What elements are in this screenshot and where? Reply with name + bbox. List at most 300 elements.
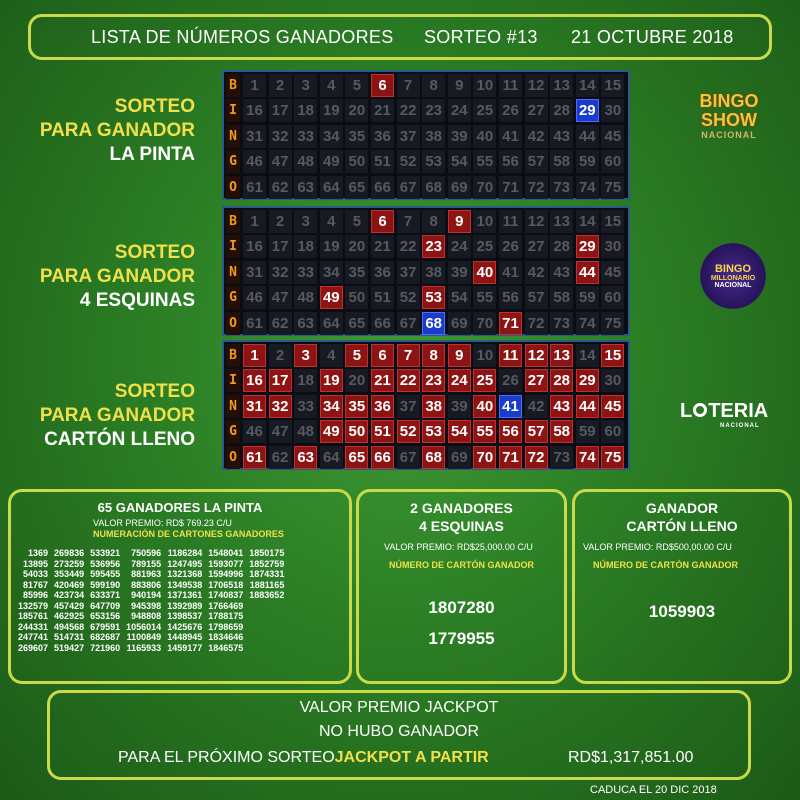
bingo-number: 39 [448,125,471,148]
winner-number: 132579 [18,600,49,611]
loteria-o-icon [693,403,707,417]
bingo-number: 50 [345,286,368,309]
bingo-letter: B [226,344,240,367]
winner-number: 1398537 [167,611,203,622]
bingo-number: 42 [525,125,548,148]
bingo-number: 6 [371,344,394,367]
bingo-number: 14 [576,74,599,97]
bingo-number: 27 [525,235,548,258]
bingo-letter: I [226,99,240,122]
bingo-number: 6 [371,210,394,233]
loteria-logo [680,400,780,436]
bingo-number: 20 [345,235,368,258]
bingo-number: 36 [371,125,394,148]
winner-number: 519427 [54,642,85,653]
winner-number: 1321368 [167,569,203,580]
bingo-number: 33 [294,261,317,284]
winner-number: 269607 [18,642,49,653]
bingo-number: 29 [576,99,599,122]
winner-number: 721960 [90,642,121,653]
bingo-letter: O [226,176,240,199]
bingo-number: 46 [243,286,266,309]
bingo-millonario-logo [695,243,771,323]
bingo-number: 55 [473,286,496,309]
bingo-number: 48 [294,150,317,173]
winner-number: 247741 [18,632,49,643]
winner-number: 1852759 [249,558,285,569]
bingo-number: 44 [576,261,599,284]
table-row [15,601,287,612]
bingo-number: 3 [294,344,317,367]
bingo-number: 11 [499,74,522,97]
bingo-letter: B [226,210,240,233]
bingo-number: 60 [601,150,624,173]
winner-number: 1247495 [167,558,203,569]
bingo-number: 7 [397,344,420,367]
winner-number: 1369 [28,548,49,559]
bingo-number: 19 [320,235,343,258]
winner-number: 945398 [131,600,162,611]
bingo-number: 15 [601,74,624,97]
bingo-number: 14 [576,210,599,233]
bingo-number: 67 [397,312,420,335]
bingo-number: 51 [371,286,394,309]
winner-number: 647709 [90,600,121,611]
bingo-number: 58 [550,420,573,443]
bingo-number: 20 [345,99,368,122]
bingo-number: 41 [499,125,522,148]
label-line: SORTEO [114,242,195,263]
logo-text: NACIONAL [701,130,757,140]
winner-number: 1740837 [208,590,244,601]
expiry-text: CADUCA EL 20 DIC 2018 [590,784,717,796]
label-line: CARTÓN LLENO [44,429,195,450]
bingo-number: 37 [397,125,420,148]
bingo-number: 32 [269,125,292,148]
winner-number [246,601,287,612]
bingo-number: 30 [601,235,624,258]
bingo-number: 13 [550,344,573,367]
bingo-number: 54 [448,420,471,443]
lleno-card-label: NÚMERO DE CARTÓN GANADOR [593,560,738,570]
bingo-letter: N [226,125,240,148]
bingo-number: 52 [397,150,420,173]
bingo-number: 16 [243,369,266,392]
bingo-number: 63 [294,176,317,199]
bingo-number: 59 [576,286,599,309]
bingo-letter: G [226,150,240,173]
bingo-number: 33 [294,125,317,148]
bingo-board-esquinas [222,206,630,336]
bingo-number: 37 [397,261,420,284]
bingo-number: 24 [448,369,471,392]
winner-number: 353449 [54,569,85,580]
bingo-number: 47 [269,420,292,443]
bingo-number: 61 [243,312,266,335]
bingo-number: 47 [269,286,292,309]
esquinas-winner: 1779955 [428,629,495,648]
pinta-title: 65 GANADORES LA PINTA [97,500,263,515]
winner-number: 1186284 [167,548,203,559]
bingo-number: 38 [422,125,445,148]
bingo-number: 64 [320,176,343,199]
winner-number: 1349538 [167,579,203,590]
winner-number: 750596 [131,548,162,559]
bingo-number: 75 [601,446,624,469]
winner-number: 54033 [23,569,49,580]
bingo-number: 45 [601,395,624,418]
bingo-number: 71 [499,446,522,469]
bingo-number: 50 [345,420,368,443]
logo-text: L [680,400,693,422]
bingo-letter: O [226,446,240,469]
esquinas-winner: 1807280 [428,598,495,617]
winner-number: 599190 [90,579,121,590]
bingo-number: 41 [499,395,522,418]
pinta-numbering-label: NUMERACIÓN DE CARTONES GANADORES [93,529,284,539]
bingo-show-logo [690,92,768,160]
winner-number: 1056014 [126,621,162,632]
winner-number: 244331 [18,621,49,632]
jackpot-next-prefix: PARA EL PRÓXIMO SORTEO [118,749,335,766]
bingo-number: 18 [294,235,317,258]
winner-number: 679591 [90,621,121,632]
winner-number: 1100849 [126,632,162,643]
bingo-number: 70 [473,176,496,199]
winner-number: 633371 [90,590,121,601]
bingo-number: 27 [525,369,548,392]
winner-number: 1874331 [249,569,285,580]
winner-number: 420469 [54,579,85,590]
logo-text: TERIA [708,400,769,422]
winner-number: 653156 [90,611,121,622]
winner-number: 789155 [131,558,162,569]
bingo-number: 4 [320,74,343,97]
bingo-number: 54 [448,286,471,309]
bingo-number: 61 [243,446,266,469]
bingo-number: 68 [422,446,445,469]
bingo-number: 65 [345,446,368,469]
bingo-number: 11 [499,210,522,233]
bingo-number: 12 [525,210,548,233]
winner-number: 1425676 [167,621,203,632]
bingo-number: 56 [499,286,522,309]
bingo-number: 49 [320,420,343,443]
table-row [15,611,287,622]
winner-number: 948808 [131,611,162,622]
bingo-number: 12 [525,74,548,97]
winner-number: 536956 [90,558,121,569]
bingo-number: 23 [422,235,445,258]
bingo-number: 24 [448,99,471,122]
bingo-number: 52 [397,286,420,309]
winner-number: 85996 [23,590,49,601]
bingo-number: 26 [499,235,522,258]
bingo-number: 53 [422,420,445,443]
jackpot-amount: RD$1,317,851.00 [568,749,694,766]
bingo-number: 13 [550,74,573,97]
bingo-number: 69 [448,312,471,335]
bingo-number: 26 [499,99,522,122]
bingo-number: 75 [601,312,624,335]
bingo-number: 70 [473,446,496,469]
bingo-number: 6 [371,74,394,97]
bingo-number: 52 [397,420,420,443]
esquinas-prize: VALOR PREMIO: RD$25,000.00 C/U [384,542,533,552]
label-line: 4 ESQUINAS [79,290,195,311]
bingo-number: 74 [576,176,599,199]
bingo-number: 4 [320,210,343,233]
winner-number: 1392989 [167,600,203,611]
bingo-letter: I [226,235,240,258]
bingo-number: 36 [371,395,394,418]
bingo-number: 45 [601,261,624,284]
bingo-number: 59 [576,420,599,443]
bingo-number: 2 [269,210,292,233]
bingo-number: 37 [397,395,420,418]
bingo-number: 56 [499,150,522,173]
label-line: PARA GANADOR [39,266,195,287]
label-line: SORTEO [114,381,195,402]
winner-number: 81767 [23,579,49,590]
bingo-number: 8 [422,344,445,367]
header-title: LISTA DE NÚMEROS GANADORES [91,26,394,47]
bingo-number: 71 [499,312,522,335]
bingo-number: 3 [294,74,317,97]
bingo-number: 43 [550,125,573,148]
winner-number: 533921 [90,548,121,559]
logo-text: BINGO [699,91,759,111]
bingo-number: 11 [499,344,522,367]
bingo-number: 39 [448,395,471,418]
jackpot-status: NO HUBO GANADOR [318,723,479,740]
bingo-number: 23 [422,99,445,122]
bingo-number: 72 [525,446,548,469]
bingo-number: 65 [345,312,368,335]
label-lleno [0,380,195,452]
table-row [15,548,287,559]
winner-number: 1371361 [167,590,203,601]
label-pinta [0,95,195,167]
bingo-letter: G [226,286,240,309]
bingo-number: 63 [294,446,317,469]
bingo-number: 67 [397,176,420,199]
bingo-number: 1 [243,344,266,367]
bingo-number: 42 [525,395,548,418]
bingo-number: 3 [294,210,317,233]
bingo-number: 62 [269,312,292,335]
winner-number: 1850175 [249,548,285,559]
bingo-number: 65 [345,176,368,199]
bingo-number: 2 [269,344,292,367]
winner-number: 1448945 [167,632,203,643]
bingo-number: 24 [448,235,471,258]
bingo-letter: B [226,74,240,97]
bingo-number: 42 [525,261,548,284]
bingo-number: 22 [397,369,420,392]
bingo-number: 21 [371,235,394,258]
bingo-number: 57 [525,420,548,443]
bingo-board-lleno [222,340,630,470]
bingo-number: 66 [371,176,394,199]
bingo-number: 18 [294,99,317,122]
table-row [15,559,287,570]
bingo-number: 56 [499,420,522,443]
winner-number: 1594996 [208,569,244,580]
bingo-number: 68 [422,312,445,335]
bingo-number: 53 [422,286,445,309]
bingo-number: 10 [473,344,496,367]
bingo-number: 48 [294,420,317,443]
winner-number: 1788175 [208,611,244,622]
lleno-title: GANADOR [645,500,719,516]
winner-number: 1459177 [167,642,203,653]
table-row [15,580,287,591]
bingo-number: 49 [320,150,343,173]
bingo-number: 33 [294,395,317,418]
table-row [15,632,287,643]
bingo-number: 57 [525,286,548,309]
bingo-number: 21 [371,369,394,392]
bingo-number: 38 [422,261,445,284]
bingo-number: 22 [397,235,420,258]
winner-number [246,622,287,633]
bingo-letter: N [226,261,240,284]
logo-text: NACIONAL [720,423,760,429]
bingo-number: 32 [269,395,292,418]
winner-number: 1881165 [249,579,285,590]
bingo-number: 9 [448,344,471,367]
bingo-number: 51 [371,150,394,173]
bingo-number: 44 [576,125,599,148]
bingo-number: 5 [345,210,368,233]
bingo-number: 35 [345,125,368,148]
bingo-number: 41 [499,261,522,284]
bingo-number: 73 [550,446,573,469]
bingo-number: 53 [422,150,445,173]
bingo-number: 9 [448,74,471,97]
winner-number: 1834646 [208,632,244,643]
winner-number: 1593077 [208,558,244,569]
winner-number: 1706518 [208,579,244,590]
bingo-number: 55 [473,420,496,443]
header-bar [28,14,772,60]
bingo-number: 72 [525,176,548,199]
bingo-number: 74 [576,446,599,469]
logo-text: NACIONAL [714,282,752,289]
esquinas-title: 2 GANADORES [410,500,513,516]
label-line: LA PINTA [109,144,195,165]
bingo-number: 36 [371,261,394,284]
bingo-number: 48 [294,286,317,309]
header-date: 21 OCTUBRE 2018 [571,26,734,47]
bingo-number: 72 [525,312,548,335]
winner-number: 1798659 [208,621,244,632]
bingo-number: 69 [448,446,471,469]
winner-number: 13895 [23,558,49,569]
bingo-number: 17 [269,99,292,122]
jackpot-next-highlight: JACKPOT A PARTIR [334,749,489,766]
bingo-number: 25 [473,99,496,122]
bingo-letter: O [226,312,240,335]
header-draw: SORTEO #13 [424,26,538,47]
bingo-number: 40 [473,395,496,418]
bingo-number: 34 [320,125,343,148]
bingo-number: 10 [473,74,496,97]
bingo-number: 8 [422,74,445,97]
pinta-table [15,548,287,653]
bingo-number: 2 [269,74,292,97]
bingo-board-pinta [222,70,630,200]
bingo-number: 71 [499,176,522,199]
winner-number: 423734 [54,590,85,601]
bingo-number: 67 [397,446,420,469]
bingo-number: 35 [345,261,368,284]
bingo-number: 55 [473,150,496,173]
bingo-number: 34 [320,261,343,284]
bingo-number: 66 [371,446,394,469]
bingo-number: 16 [243,235,266,258]
bingo-number: 20 [345,369,368,392]
bingo-number: 31 [243,261,266,284]
bingo-number: 28 [550,235,573,258]
bingo-number: 64 [320,446,343,469]
bingo-number: 57 [525,150,548,173]
bingo-number: 51 [371,420,394,443]
bingo-letter: G [226,420,240,443]
bingo-number: 31 [243,125,266,148]
bingo-number: 14 [576,344,599,367]
bingo-number: 25 [473,369,496,392]
bingo-number: 50 [345,150,368,173]
winner-number: 1883652 [249,590,285,601]
bingo-number: 61 [243,176,266,199]
bingo-number: 5 [345,74,368,97]
lleno-prize: VALOR PREMIO: RD$500,00.00 C/U [583,542,732,552]
lleno-winner: 1059903 [648,602,716,621]
bingo-number: 12 [525,344,548,367]
winner-number: 514731 [54,632,85,643]
bingo-number: 21 [371,99,394,122]
bingo-number: 40 [473,125,496,148]
bingo-letter: I [226,369,240,392]
label-line: PARA GANADOR [39,405,195,426]
bingo-number: 17 [269,369,292,392]
bingo-number: 58 [550,286,573,309]
winner-number: 1165933 [126,642,162,653]
winner-number: 185761 [18,611,49,622]
bingo-number: 34 [320,395,343,418]
bingo-number: 19 [320,99,343,122]
bingo-number: 26 [499,369,522,392]
winner-number: 1846575 [208,642,244,653]
winner-number: 940194 [131,590,162,601]
bingo-number: 22 [397,99,420,122]
table-row [15,622,287,633]
bingo-number: 32 [269,261,292,284]
winner-number [246,611,287,622]
bingo-number: 25 [473,235,496,258]
bingo-number: 45 [601,125,624,148]
esquinas-card-label: NÚMERO DE CARTÓN GANADOR [389,560,534,570]
bingo-number: 75 [601,176,624,199]
bingo-number: 58 [550,150,573,173]
winner-number: 273259 [54,558,85,569]
bingo-number: 44 [576,395,599,418]
logo-text: SHOW [701,110,757,130]
bingo-number: 27 [525,99,548,122]
bingo-number: 40 [473,261,496,284]
